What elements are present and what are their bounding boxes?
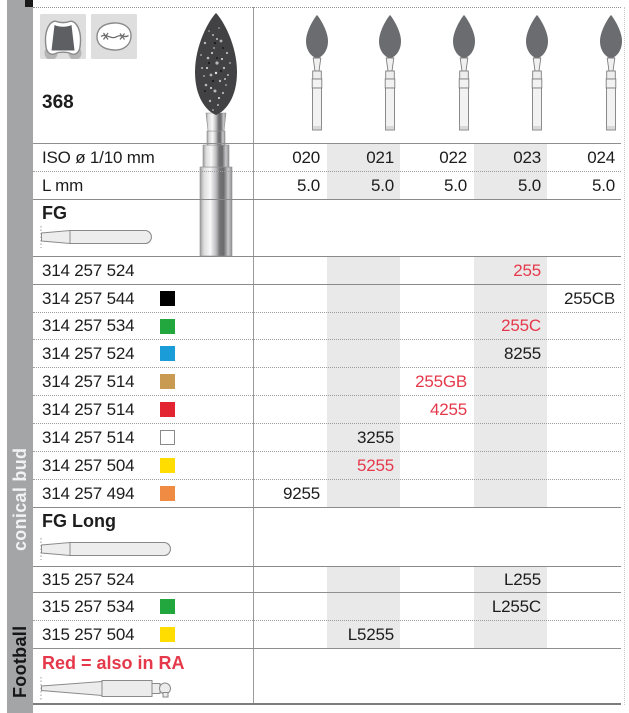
size-code: 8255 [503, 343, 541, 363]
size-code [253, 368, 326, 395]
bur-silhouette [376, 14, 404, 132]
order-number: 314 257 514 [42, 427, 135, 447]
size-code [327, 257, 400, 284]
product-row [33, 340, 621, 368]
section-ra-note [33, 649, 621, 705]
length-value: 5.0 [296, 175, 320, 195]
grit-color-swatch [160, 291, 175, 306]
product-row [33, 285, 621, 313]
page-tab-mark [25, 0, 33, 7]
length-value: 5.0 [591, 175, 615, 195]
size-code: 4255 [429, 399, 467, 419]
order-number: 315 257 524 [42, 569, 135, 589]
size-code [253, 257, 326, 284]
size-code [548, 424, 621, 451]
size-code [253, 567, 326, 592]
size-code [400, 313, 473, 339]
size-code [400, 257, 473, 284]
size-code: 255CB [564, 288, 615, 308]
size-code [548, 313, 621, 339]
sidebar-subcategory-label: conical bud [10, 447, 30, 551]
size-code [400, 452, 473, 479]
grit-color-swatch [160, 402, 175, 417]
order-number: 314 257 494 [42, 483, 135, 503]
size-code [474, 424, 547, 451]
size-code [400, 480, 473, 507]
size-code [474, 480, 547, 507]
length-row-label: L mm [42, 175, 84, 195]
fg-shank-drawing [40, 226, 155, 248]
size-code: 5255 [356, 455, 394, 475]
category-sidebar [7, 0, 33, 713]
size-code [548, 621, 621, 648]
iso-value: 023 [513, 147, 541, 167]
order-number: 314 257 514 [42, 371, 135, 391]
size-code: 255C [501, 316, 541, 335]
size-code [253, 621, 326, 648]
size-code [253, 593, 326, 620]
order-number: 314 257 544 [42, 288, 135, 308]
section-fg [33, 200, 621, 257]
size-code [253, 424, 326, 451]
size-code [253, 452, 326, 479]
size-code [474, 368, 547, 395]
iso-diameter-row [33, 143, 621, 172]
size-code [327, 567, 400, 592]
size-code [548, 257, 621, 284]
size-code [253, 396, 326, 423]
size-code [327, 593, 400, 620]
bur-silhouette [523, 14, 551, 132]
grit-color-swatch [160, 319, 175, 334]
grit-color-swatch [160, 627, 175, 642]
size-code [400, 424, 473, 451]
size-code [327, 396, 400, 423]
size-code [548, 396, 621, 423]
size-code: 9255 [282, 483, 320, 503]
size-code [400, 567, 473, 592]
figure-number: 368 [42, 92, 74, 113]
product-row [33, 567, 621, 593]
size-code [474, 285, 547, 312]
size-code [548, 593, 621, 620]
crown-prep-icon [40, 14, 86, 59]
size-code [400, 285, 473, 312]
size-code [327, 340, 400, 367]
grit-color-swatch [160, 374, 175, 389]
size-code [327, 285, 400, 312]
occlusal-view-icon [91, 14, 137, 59]
product-row [33, 621, 621, 649]
length-value: 5.0 [443, 175, 467, 195]
bur-silhouette [450, 14, 478, 132]
grit-color-swatch [160, 458, 175, 473]
order-number: 314 257 534 [42, 316, 135, 335]
size-code: 255 [513, 260, 541, 280]
size-code: 3255 [356, 427, 394, 447]
grit-color-swatch [160, 599, 175, 614]
grit-color-swatch [160, 486, 175, 501]
size-code [400, 621, 473, 648]
size-code [474, 621, 547, 648]
product-row [33, 424, 621, 452]
size-code [327, 480, 400, 507]
length-value: 5.0 [370, 175, 394, 195]
product-row [33, 368, 621, 396]
order-number: 314 257 524 [42, 260, 135, 280]
section-label-fg-long: FG Long [42, 511, 116, 531]
fg-long-shank-drawing [40, 538, 174, 560]
size-code: L255 [503, 569, 541, 589]
iso-value: 020 [292, 147, 320, 167]
grit-color-swatch [160, 263, 175, 278]
section-label-fg: FG [42, 203, 67, 223]
length-row [33, 172, 621, 200]
iso-value: 021 [366, 147, 394, 167]
product-row [33, 452, 621, 480]
size-code [548, 368, 621, 395]
grit-color-swatch [160, 572, 175, 587]
size-code [548, 452, 621, 479]
size-code: 255GB [415, 371, 467, 391]
size-code [327, 313, 400, 339]
ra-footnote: Red = also in RA [42, 653, 185, 673]
size-code: L5255 [347, 624, 394, 644]
iso-value: 022 [439, 147, 467, 167]
size-code [474, 396, 547, 423]
product-row [33, 480, 621, 508]
size-code [548, 340, 621, 367]
section-fg-long [33, 508, 621, 567]
size-code [548, 480, 621, 507]
size-code [253, 313, 326, 339]
size-code [474, 452, 547, 479]
product-row [33, 396, 621, 424]
size-code: L255C [491, 596, 541, 616]
bur-silhouette [597, 14, 625, 132]
iso-value: 024 [587, 147, 615, 167]
grit-color-swatch [160, 346, 175, 361]
size-code [253, 340, 326, 367]
product-row [33, 313, 621, 340]
size-code [548, 567, 621, 592]
order-number: 315 257 534 [42, 596, 135, 616]
order-number: 314 257 514 [42, 399, 135, 419]
ra-shank-drawing [40, 677, 178, 701]
top-border-line [33, 7, 621, 8]
length-value: 5.0 [517, 175, 541, 195]
order-number: 314 257 524 [42, 343, 135, 363]
grit-color-swatch [160, 430, 175, 445]
sidebar-category-label: Football [10, 625, 30, 699]
size-code [400, 593, 473, 620]
order-number: 314 257 504 [42, 455, 135, 475]
product-row [33, 593, 621, 621]
product-row [33, 257, 621, 285]
size-code [253, 285, 326, 312]
size-code [327, 368, 400, 395]
size-code [400, 340, 473, 367]
iso-row-label: ISO ø 1/10 mm [42, 147, 155, 167]
order-number: 315 257 504 [42, 624, 135, 644]
bur-silhouette [303, 14, 331, 132]
